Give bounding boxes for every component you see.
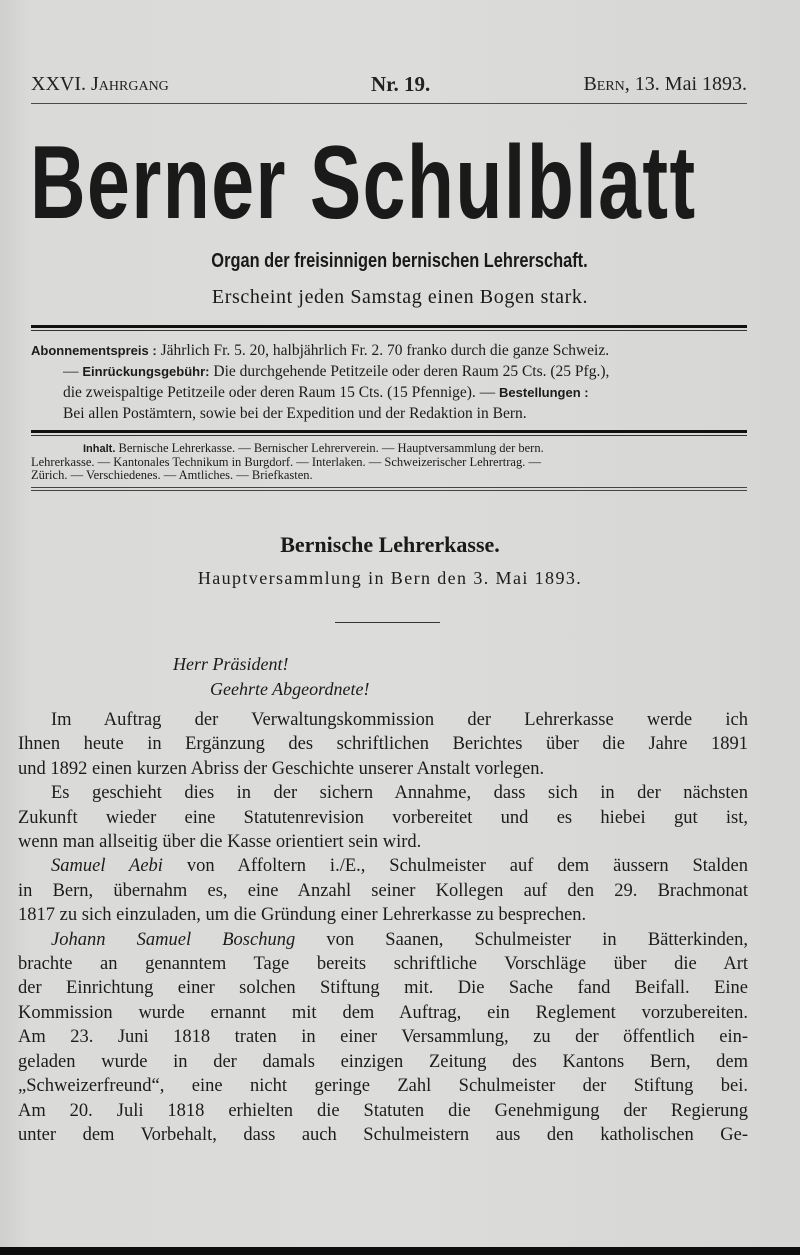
contents-label: Inhalt. <box>83 443 116 455</box>
body-line: Zukunft wieder eine Statutenrevision vorbereitet und es hiebei gut ist, <box>18 807 748 828</box>
body-line: Im Auftrag der Verwaltungskommission der Lehrerkasse werde ich <box>51 710 748 730</box>
body-line: geladen wurde in der damals einzigen Zeitung des Kantons Bern, dem <box>18 1051 748 1072</box>
salutation-delegates: Geehrte Abgeordnete! <box>210 679 370 699</box>
body-line: der Einrichtung einer solchen Stiftung mit. Die Sache fand Beifall. Eine <box>18 978 748 999</box>
salutation-president: Herr Präsident! <box>173 654 289 674</box>
contents-line-2: Lehrerkasse. — Kantonales Technikum in Burgdorf. — Interlaken. — Schweizerischer Lehrertrag. — <box>31 455 541 469</box>
article-title: Bernische Lehrerkasse. <box>280 532 500 557</box>
einrueckung-label: Einrückungsgebühr: <box>82 364 210 379</box>
body-line: Ihnen heute in Ergänzung des schriftlichen Berichtes über die Jahre 1891 <box>18 734 748 755</box>
date: , 13. Mai 1893. <box>624 73 747 95</box>
contents-text-1: Bernische Lehrerkasse. — Bernischer Lehrerverein. — Hauptversammlung der bern. <box>115 441 544 455</box>
section-rule <box>335 622 440 623</box>
body-line: Es geschieht dies in der sichern Annahme, dass sich in der nächsten <box>51 783 748 804</box>
body-line-text: von Affoltern i./E., Schulmeister auf dem äussern Stalden <box>162 856 748 877</box>
issue-number: Nr. 19. <box>371 72 431 96</box>
body-line: brachte an genanntem Tage bereits schriftliche Vorschläge über die Art <box>18 954 748 975</box>
abonnement-label: Abonnementspreis : <box>31 343 157 358</box>
body-line: Am 23. Juni 1818 traten in einer Versammlung, zu der öffentlich ein- <box>18 1027 748 1048</box>
volume-label: Jahrgang <box>91 73 169 95</box>
person-name: Samuel Aebi <box>51 856 163 877</box>
body-line: und 1892 einen kurzen Abriss der Geschichte unserer Anstalt vorlegen. <box>18 758 545 779</box>
article-body <box>18 708 748 1147</box>
place: Bern <box>583 73 625 95</box>
body-line <box>18 928 748 952</box>
line3-text: die zweispaltige Petitzeile oder deren Raum 15 Cts. (15 Pfennige). — <box>63 384 500 401</box>
article-subtitle: Hauptversammlung in Bern den 3. Mai 1893. <box>197 568 583 588</box>
bestellungen-label: Bestellungen : <box>499 385 589 400</box>
contents-line-3: Zürich. — Verschiedenes. — Amtliches. — Briefkasten. <box>31 468 313 482</box>
person-name: Johann Samuel Boschung <box>51 929 296 950</box>
newspaper-tagline: Erscheint jeden Samstag einen Bogen stark. <box>211 286 589 308</box>
subscription-line-4: Bei allen Postämtern, sowie bei der Expedition und der Redaktion in Bern. <box>63 405 527 422</box>
body-line: in Bern, übernahm es, eine Anzahl seiner Kollegen auf den 29. Brachmonat <box>18 880 748 901</box>
subscription-line-3 <box>31 382 747 403</box>
body-line: wenn man allseitig über die Kasse orientiert sein wird. <box>18 832 422 853</box>
body-line <box>18 854 748 878</box>
scan-bottom-edge <box>0 1247 800 1255</box>
volume-info <box>31 72 169 96</box>
volume-number: XXVI. <box>31 73 86 95</box>
masthead-line <box>31 72 747 96</box>
header-divider <box>31 325 747 331</box>
dash: — <box>63 363 83 380</box>
subscription-line-2 <box>31 361 747 382</box>
body-line-text: von Saanen, Schulmeister in Bätterkinden, <box>295 929 748 950</box>
masthead-rule <box>31 103 747 104</box>
body-line: „Schweizerfreund“, eine nicht geringe Zahl Schulmeister der Stiftung bei. <box>18 1076 748 1097</box>
subscription-info <box>31 340 747 424</box>
body-line: Am 20. Juli 1818 erhielten die Statuten die Genehmigung der Regierung <box>18 1100 748 1121</box>
table-of-contents <box>31 442 747 482</box>
body-line: 1817 zu sich einzuladen, um die Gründung einer Lehrerkasse zu besprechen. <box>18 905 587 926</box>
newspaper-title: Berner Schulblatt <box>30 125 697 241</box>
contents-bottom-rule <box>31 487 747 492</box>
abonnement-text: Jährlich Fr. 5. 20, halbjährlich Fr. 2. 70 franko durch die ganze Schweiz. <box>156 342 610 359</box>
issue-date <box>583 72 747 96</box>
subtitle-text: Organ der freisinnigen bernischen Lehrerschaft. <box>211 250 589 272</box>
body-line: Kommission wurde ernannt mit dem Auftrag, ein Reglement vorzubereiten. <box>18 1002 748 1023</box>
contents-divider <box>31 430 747 436</box>
body-line: unter dem Vorbehalt, dass auch Schulmeistern aus den katholischen Ge- <box>18 1124 748 1145</box>
einrueckung-text: Die durchgehende Petitzeile oder deren Raum 25 Cts. (25 Pfg.), <box>209 363 610 380</box>
contents-line-1 <box>31 442 747 456</box>
newspaper-subtitle <box>0 250 800 273</box>
subscription-line-1 <box>31 340 747 361</box>
